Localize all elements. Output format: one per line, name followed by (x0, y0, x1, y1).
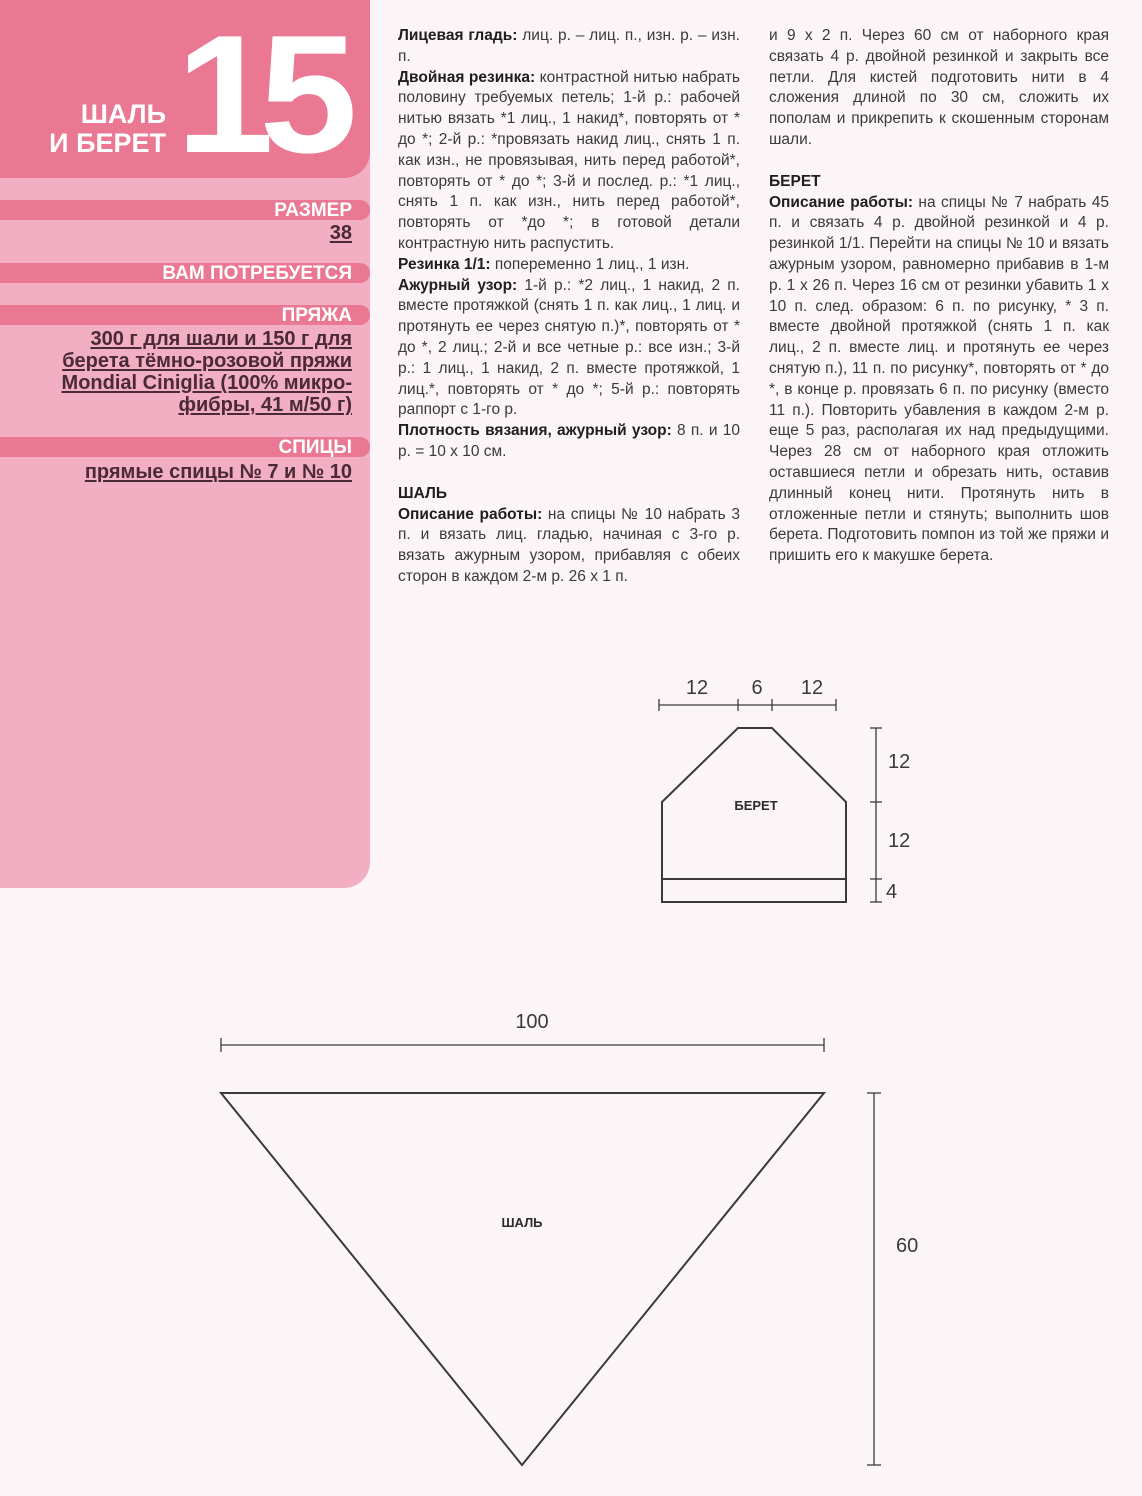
yarn-label: ПРЯЖА (0, 305, 370, 325)
shawl-dim-width: 100 (515, 1011, 549, 1033)
beret-work-title: Описание работы: (769, 193, 914, 211)
rib11-text: попеременно 1 лиц., 1 изн. (490, 255, 690, 273)
beret-dim-top-right: 12 (800, 677, 824, 699)
pattern-number: 15 (176, 0, 343, 188)
beret-dim-side-middle: 12 (888, 830, 911, 852)
needles-value: прямые спицы № 7 и № 10 (84, 461, 352, 483)
density-text: 8 п. и 10 р. = 10 x 10 см. (398, 422, 740, 460)
beret-dim-top-mid: 6 (751, 677, 763, 699)
beret-work-text: на спицы № 7 набрать 45 п. и связать 4 р. двойной резинкой и 4 р. резинкой 1/1. Перейти на спицы № 10 и вязать ажурным узором, равномерно прибавив в 1-м р. 1 x 26 п. Через 16 см от резинки убавить 1 x 10 п. след. образом: 6 п. по рисунку, * 3 п. вместе двойной протяжкой (снять 1 п. как лиц., 2 п. вместе лиц. и протянуть ее через снятую п.), 11 п. по рисунку*, повторять от * до *, в конце р. провязать 6 п. по рисунку (вместо 11 п.). Повторить убавления в каждом 2-м р. еще 5 раз, располагая их над предыдущими. Через 28 см от наборного края отложить оставшиеся петли и обрезать нить, оставив длинный конец нити. Протянуть нить в отложенные петли и стянуть; выполнить шов берета. Подготовить помпон из той же пряжи и пришить его к макушке берета. (769, 193, 1109, 565)
double-rib-title: Двойная резинка: (398, 68, 536, 86)
density-title: Плотность вязания, ажурный узор: (398, 422, 672, 440)
beret-dim-side-upper: 12 (888, 751, 911, 773)
beret-dim-top-left: 12 (685, 677, 709, 699)
shawl-work-title: Описание работы: (398, 505, 543, 523)
beret-heading: БЕРЕТ (769, 172, 821, 190)
lace-text: 1-й р.: *2 лиц., 1 накид, 2 п. вместе протяжкой (снять 1 п. как лиц., 1 лиц. и протянуть ее через снятую п.)*, повторять от * до *, 2 лиц.; 2-й и все четные р.: все изн.; 3-й р.: 1 лиц., 1 накид, 2 п. вместе протяжкой, 1 лиц.*, повторять от * до *; 5-й р.: повторять раппорт с 1-го р. (398, 276, 740, 419)
shawl-work-text: на спицы № 10 набрать 3 п. и вязать лиц. гладью, начиная с 3-го р. вязать ажурным узором, прибавляя с обеих сторон в каждом 2-м р. 26 x 1 п. (398, 505, 740, 585)
lace-title: Ажурный узор: (398, 276, 518, 294)
beret-shape (662, 728, 846, 902)
needs-label: ВАМ ПОТРЕБУЕТСЯ (0, 263, 370, 283)
shawl-shape (221, 1093, 824, 1465)
shawl-dim-height: 60 (896, 1235, 919, 1257)
shawl-cont-paragraph: и 9 x 2 п. Через 60 см от наборного края связать 4 р. двойной резинкой и закрыть все петли. Для кистей подготовить нити в 4 сложения длиной по 30 см, сложить их пополам и прикрепить к скошенным сторонам шали. (769, 27, 1109, 148)
shawl-diagram (221, 1038, 881, 1465)
yarn-value: 300 г для шали и 150 г для берета тёмно-розовой пряжи Mondial Ciniglia (100% микро- фибры, 41 м/50 г) (61, 328, 352, 416)
rib11-title: Резинка 1/1: (398, 255, 491, 273)
beret-dim-side-lower: 4 (886, 881, 898, 903)
needles-label: СПИЦЫ (0, 437, 370, 457)
shawl-label: ШАЛЬ (501, 1215, 543, 1230)
shawl-heading: ШАЛЬ (398, 484, 447, 502)
double-rib-text: контрастной нитью набрать половину требуемых петель; 1-й р.: рабочей нитью вязать *1 лиц., 1 накид*, повторять от * до *; 2-й р.: *провязать накид лиц., снять 1 п. как изн., не провязывая, нить перед работой*, повторять от * до *; 3-й и послед. р.: *1 лиц., снять 1 п. как изн., нить перед работой*, повторять от *до *; в готовой детали контрастную нить распустить. (398, 68, 741, 252)
beret-label: БЕРЕТ (734, 798, 778, 813)
pattern-title: ШАЛЬ И БЕРЕТ (49, 99, 166, 158)
stockinette-title: Лицевая гладь: (398, 27, 518, 44)
size-label: РАЗМЕР (0, 200, 370, 220)
size-value: 38 (329, 222, 352, 244)
stockinette-text: лиц. р. – лиц. п., изн. р. – изн. п. (398, 27, 740, 65)
